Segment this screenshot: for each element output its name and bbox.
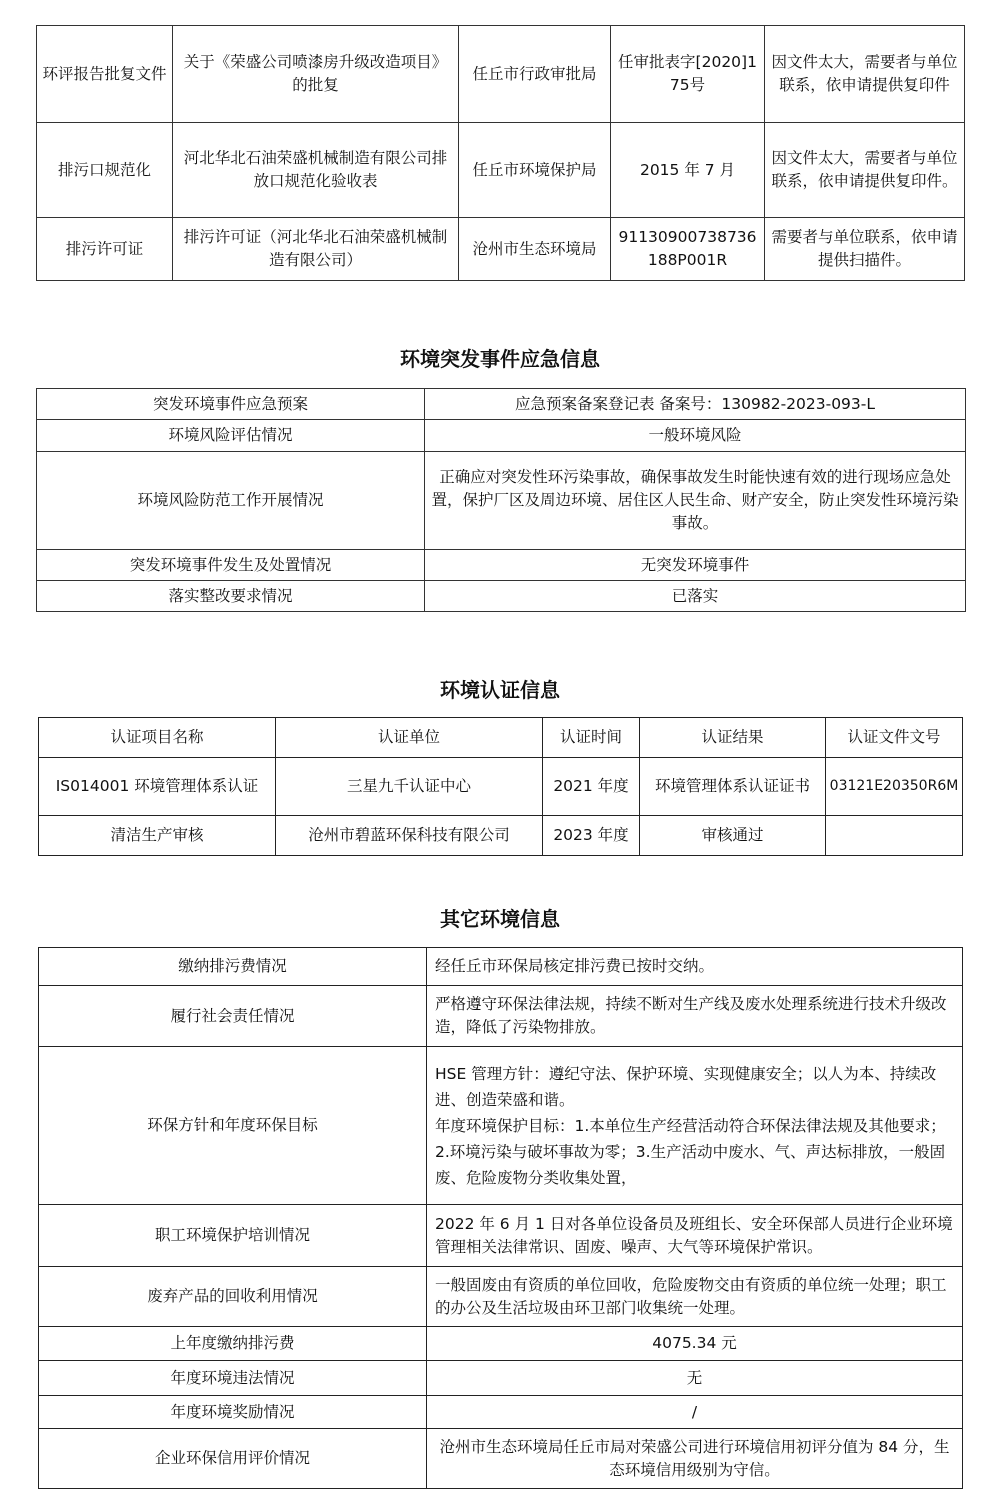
certification-section-title: 环境认证信息	[440, 678, 560, 702]
doc-title: 排污许可证（河北华北石油荣盛机械制造有限公司）	[173, 218, 459, 281]
cert-project: IS014001 环境管理体系认证	[39, 758, 276, 816]
col-header-time: 认证时间	[543, 718, 640, 758]
table-row	[39, 1396, 963, 1429]
table-row	[39, 948, 963, 986]
doc-type: 环评报告批复文件	[37, 26, 173, 123]
row-label: 上年度缴纳排污费	[39, 1327, 427, 1361]
row-label: 废弃产品的回收利用情况	[39, 1267, 427, 1327]
table-row	[39, 816, 963, 856]
other-info-table	[38, 947, 963, 1489]
row-label: 企业环保信用评价情况	[39, 1429, 427, 1489]
table-row	[39, 1429, 963, 1489]
col-header-doc-number: 认证文件文号	[826, 718, 963, 758]
doc-authority: 沧州市生态环境局	[459, 218, 611, 281]
row-label: 突发环境事件应急预案	[37, 389, 425, 420]
other-info-section-title: 其它环境信息	[440, 907, 560, 931]
row-value: 正确应对突发性环污染事故，确保事故发生时能快速有效的进行现场应急处置，保护厂区及周边环境、居住区人民生命、财产安全，防止突发性环境污染事故。	[425, 452, 966, 550]
doc-number: 2015 年 7 月	[611, 123, 765, 218]
cert-project: 清洁生产审核	[39, 816, 276, 856]
row-value: 2022 年 6 月 1 日对各单位设备员及班组长、安全环保部人员进行企业环境管理相关法律常识、固废、噪声、大气等环境保护常识。	[427, 1205, 963, 1267]
permit-documents-table	[36, 25, 965, 281]
row-value: 无	[427, 1361, 963, 1396]
cert-time: 2021 年度	[543, 758, 640, 816]
row-label: 落实整改要求情况	[37, 581, 425, 612]
doc-access-note: 因文件太大，需要者与单位联系，依申请提供复印件。	[765, 123, 965, 218]
cert-result: 环境管理体系认证证书	[640, 758, 826, 816]
doc-type: 排污许可证	[37, 218, 173, 281]
cert-doc-number: 03121E20350R6M	[826, 758, 963, 816]
table-row	[37, 420, 966, 452]
table-row	[37, 123, 965, 218]
row-label: 突发环境事件发生及处置情况	[37, 550, 425, 581]
row-value: 一般固废由有资质的单位回收，危险废物交由有资质的单位统一处理；职工的办公及生活垃圾由环卫部门收集统一处理。	[427, 1267, 963, 1327]
row-value: 一般环境风险	[425, 420, 966, 452]
table-row	[37, 581, 966, 612]
doc-title: 关于《荣盛公司喷漆房升级改造项目》的批复	[173, 26, 459, 123]
row-value: 应急预案备案登记表 备案号：130982-2023-093-L	[425, 389, 966, 420]
doc-number: 任审批表字[2020]175号	[611, 26, 765, 123]
table-row	[39, 1267, 963, 1327]
cert-unit: 三星九千认证中心	[276, 758, 543, 816]
row-value	[427, 1047, 963, 1205]
emergency-info-table	[36, 388, 966, 612]
col-header-project: 认证项目名称	[39, 718, 276, 758]
table-row	[39, 1047, 963, 1205]
row-label: 职工环境保护培训情况	[39, 1205, 427, 1267]
row-label: 缴纳排污费情况	[39, 948, 427, 986]
table-row	[39, 986, 963, 1047]
table-row	[37, 26, 965, 123]
doc-number: 91130900738736188P001R	[611, 218, 765, 281]
doc-type: 排污口规范化	[37, 123, 173, 218]
table-row	[37, 389, 966, 420]
row-label: 环境风险评估情况	[37, 420, 425, 452]
row-label: 环境风险防范工作开展情况	[37, 452, 425, 550]
row-label: 年度环境奖励情况	[39, 1396, 427, 1429]
col-header-unit: 认证单位	[276, 718, 543, 758]
table-row	[39, 1327, 963, 1361]
row-value: 4075.34 元	[427, 1327, 963, 1361]
table-header-row	[39, 718, 963, 758]
doc-authority: 任丘市环境保护局	[459, 123, 611, 218]
row-value: /	[427, 1396, 963, 1429]
cert-time: 2023 年度	[543, 816, 640, 856]
row-label: 年度环境违法情况	[39, 1361, 427, 1396]
row-value: 沧州市生态环境局任丘市局对荣盛公司进行环境信用初评分值为 84 分，生态环境信用级别为守信。	[427, 1429, 963, 1489]
table-row	[37, 452, 966, 550]
doc-access-note: 需要者与单位联系，依申请提供扫描件。	[765, 218, 965, 281]
col-header-result: 认证结果	[640, 718, 826, 758]
cert-doc-number	[826, 816, 963, 856]
table-row	[39, 1205, 963, 1267]
hse-policy-text: HSE 管理方针：遵纪守法、保护环境、实现健康安全；以人为本、持续改进、创造荣盛和谐。	[435, 1064, 937, 1109]
doc-title: 河北华北石油荣盛机械制造有限公司排放口规范化验收表	[173, 123, 459, 218]
annual-target-text: 年度环境保护目标：1.本单位生产经营活动符合环保法律法规及其他要求；2.环境污染与破坏事故为零；3.生产活动中废水、气、声达标排放，一般固废、危险废物分类收集处置，	[435, 1116, 946, 1187]
row-value: 已落实	[425, 581, 966, 612]
table-row	[37, 550, 966, 581]
doc-authority: 任丘市行政审批局	[459, 26, 611, 123]
row-label: 环保方针和年度环保目标	[39, 1047, 427, 1205]
cert-unit: 沧州市碧蓝环保科技有限公司	[276, 816, 543, 856]
table-row	[39, 758, 963, 816]
certification-table	[38, 717, 963, 856]
row-value: 经任丘市环保局核定排污费已按时交纳。	[427, 948, 963, 986]
doc-access-note: 因文件太大，需要者与单位联系，依申请提供复印件	[765, 26, 965, 123]
table-row	[37, 218, 965, 281]
row-value: 严格遵守环保法律法规，持续不断对生产线及废水处理系统进行技术升级改造，降低了污染物排放。	[427, 986, 963, 1047]
emergency-section-title: 环境突发事件应急信息	[400, 347, 600, 371]
row-value: 无突发环境事件	[425, 550, 966, 581]
cert-result: 审核通过	[640, 816, 826, 856]
table-row	[39, 1361, 963, 1396]
row-label: 履行社会责任情况	[39, 986, 427, 1047]
